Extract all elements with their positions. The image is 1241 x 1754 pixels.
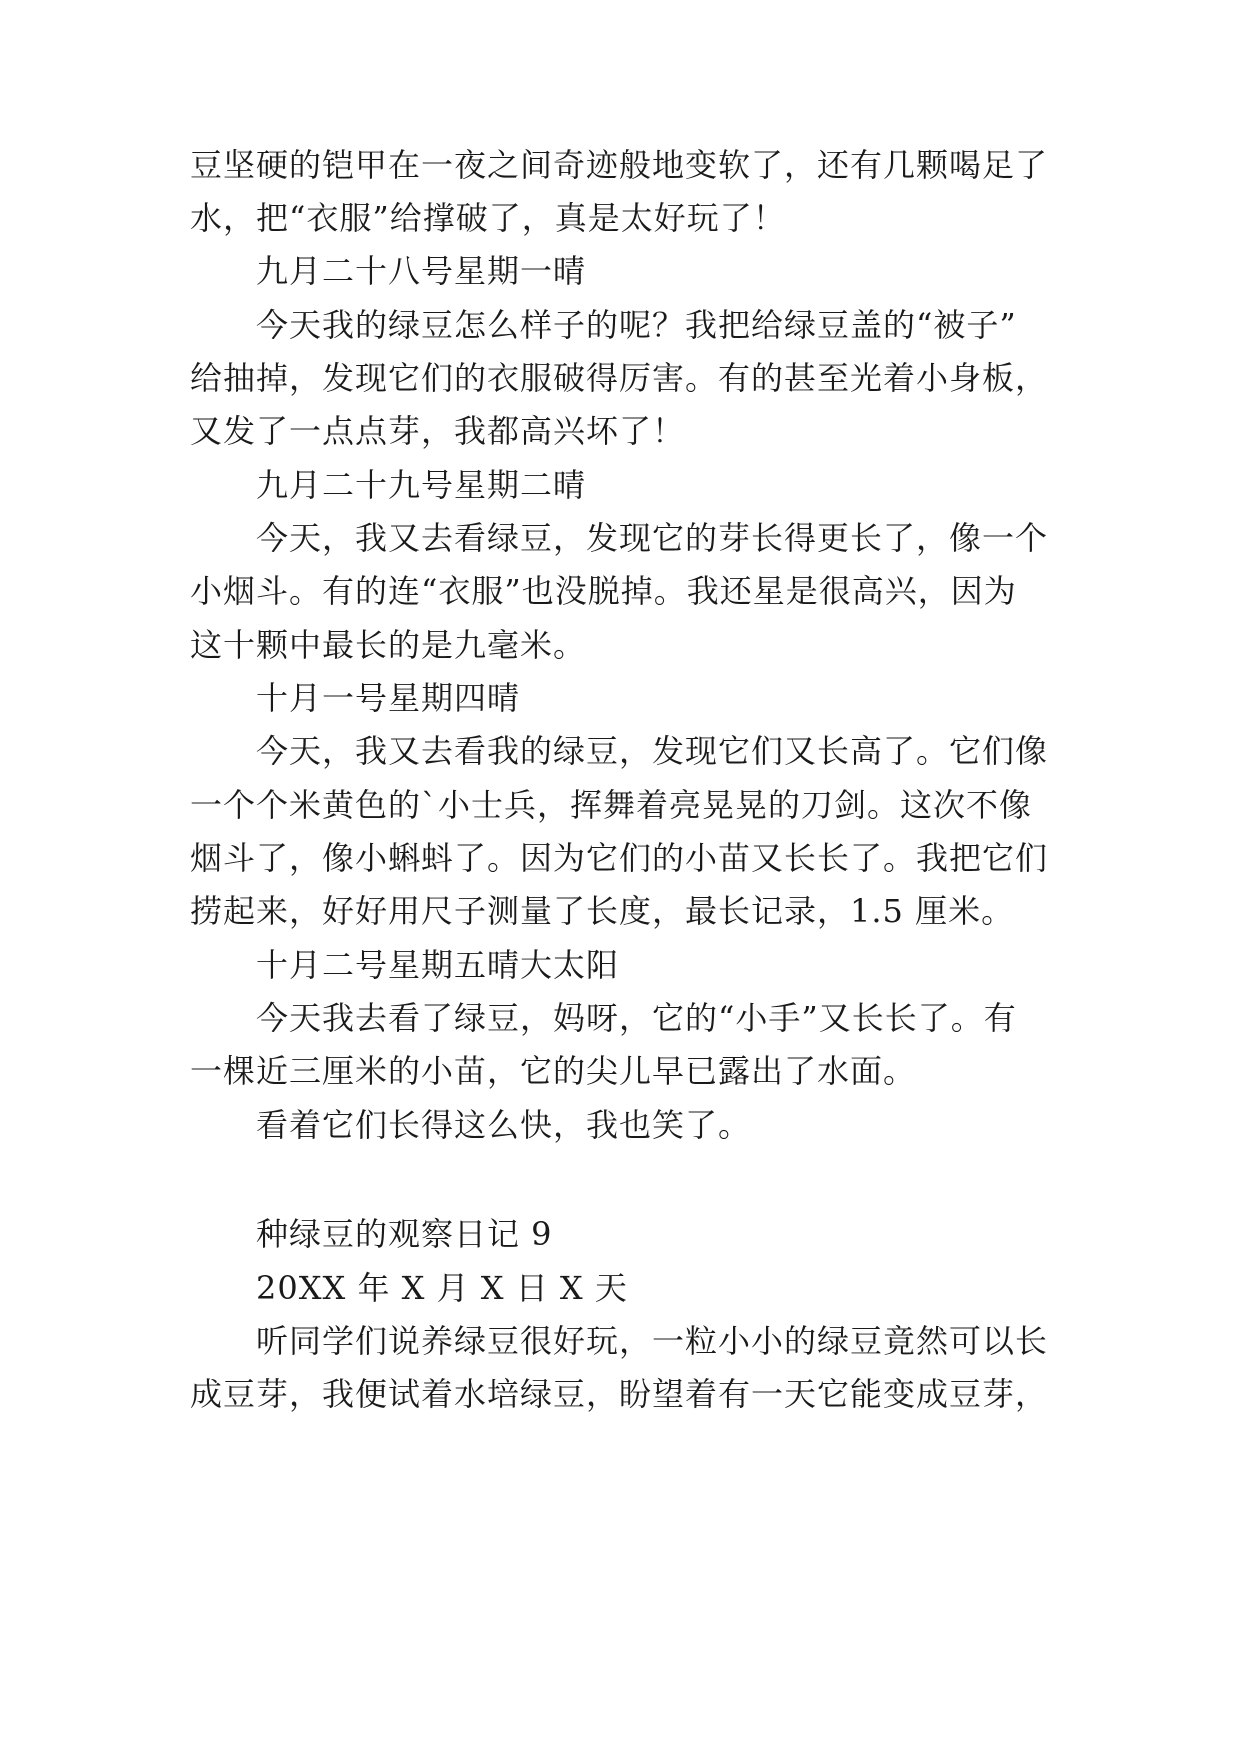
paragraph-line: 今天我的绿豆怎么样子的呢？我把给绿豆盖的“被子”	[256, 306, 1017, 344]
paragraph-line: 烟斗了，像小蝌蚪了。因为它们的小苗又长长了。我把它们	[190, 839, 1049, 877]
diary-date-heading: 九月二十八号星期一晴	[256, 252, 587, 290]
paragraph-line: 豆坚硬的铠甲在一夜之间奇迹般地变软了，还有几颗喝足了	[190, 146, 1049, 184]
paragraph-line: 小烟斗。有的连“衣服”也没脱掉。我还星是很高兴，因为	[190, 572, 1017, 610]
paragraph-line: 捞起来，好好用尺子测量了长度，最长记录，1.5 厘米。	[190, 892, 1015, 930]
diary-date-heading: 20XX 年 X 月 X 日 X 天	[256, 1269, 628, 1307]
paragraph-line: 看着它们长得这么快，我也笑了。	[256, 1106, 752, 1144]
paragraph-line: 今天我去看了绿豆，妈呀，它的“小手”又长长了。有	[256, 999, 1017, 1037]
diary-date-heading: 十月二号星期五晴大太阳	[256, 946, 620, 984]
paragraph-line: 又发了一点点芽，我都高兴坏了！	[190, 412, 686, 450]
paragraph-line: 水，把“衣服”给撑破了，真是太好玩了！	[190, 199, 786, 237]
paragraph-line: 今天，我又去看我的绿豆，发现它们又长高了。它们像	[256, 732, 1049, 770]
paragraph-line: 一棵近三厘米的小苗，它的尖儿早已露出了水面。	[190, 1052, 917, 1090]
paragraph-line: 一个个米黄色的`小士兵，挥舞着亮晃晃的刀剑。这次不像	[190, 786, 1033, 824]
paragraph-line: 给抽掉，发现它们的衣服破得厉害。有的甚至光着小身板，	[190, 359, 1049, 397]
paragraph-line: 这十颗中最长的是九毫米。	[190, 626, 587, 664]
paragraph-line: 成豆芽，我便试着水培绿豆，盼望着有一天它能变成豆芽，	[190, 1375, 1049, 1413]
diary-date-heading: 九月二十九号星期二晴	[256, 466, 587, 504]
diary-date-heading: 十月一号星期四晴	[256, 679, 521, 717]
paragraph-line: 今天，我又去看绿豆，发现它的芽长得更长了，像一个	[256, 519, 1049, 557]
section-title: 种绿豆的观察日记 9	[256, 1215, 553, 1253]
paragraph-line: 听同学们说养绿豆很好玩，一粒小小的绿豆竟然可以长	[256, 1322, 1049, 1360]
